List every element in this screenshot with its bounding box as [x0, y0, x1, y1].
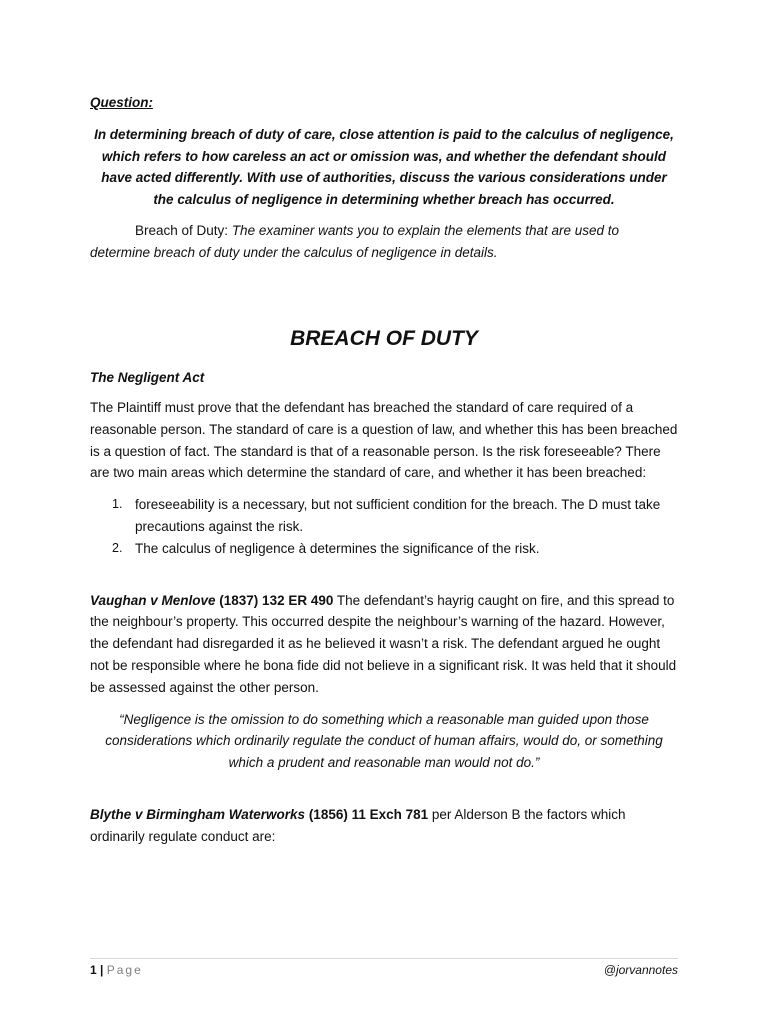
considerations-list	[90, 494, 678, 559]
case-text: The defendant’s hayrig caught on fire, and this spread to the neighbour’s property. This occurred despite the neighbour’s warning of the hazard. However, the defendant had disregarded it as he believed it wasn’t a risk. The defendant argued he ought not be responsible where he bona fide did not believe in a significant risk. It was held that it should be assessed against the other person.	[90, 592, 677, 695]
document-page	[90, 92, 678, 858]
list-item-number: 2.	[112, 540, 123, 555]
main-title: BREACH OF DUTY	[290, 327, 478, 350]
page-separator: |	[96, 963, 107, 977]
section-heading: The Negligent Act	[90, 370, 205, 385]
page-number: 1	[90, 963, 97, 977]
case-citation: (1837) 132 ER 490	[215, 592, 334, 608]
page-indicator	[90, 961, 143, 979]
examiner-note-text: The examiner wants you to explain the elements that are used to determine breach of duty under the calculus of negligence in details.	[90, 223, 620, 260]
list-item-text: foreseeability is a necessary, but not sufficient condition for the breach. The D must take precautions against the risk.	[135, 497, 661, 534]
list-item-text: The calculus of negligence à determines the significance of the risk.	[135, 540, 540, 556]
case-citation: (1856) 11 Exch 781	[305, 806, 429, 822]
examiner-note	[90, 220, 678, 263]
list-item	[90, 538, 678, 560]
case-name: Vaughan v Menlove	[90, 592, 216, 608]
question-text: In determining breach of duty of care, close attention is paid to the calculus of negligence, which refers to how careless an act or omission was, and whether the defendant should have acted differently. With use of authorities, discuss the various considerations under the calculus of negligence in determining whether breach has occurred.	[94, 127, 674, 207]
page-footer	[90, 958, 678, 979]
negligence-quote: “Negligence is the omission to do something which a reasonable man guided upon those considerations which ordinarily regulate the conduct of human affairs, would do, or something which a prudent and reasonable man would not do.”	[105, 711, 663, 771]
author-handle: @jorvannotes	[603, 963, 678, 977]
list-item	[90, 494, 678, 538]
list-item-number: 1.	[112, 497, 123, 512]
question-label: Question:	[90, 95, 153, 110]
section-paragraph: The Plaintiff must prove that the defendant has breached the standard of care required of a reasonable person. The standard of care is a question of law, and whether this has been breached is a question of fact. The standard is that of a reasonable person. Is the risk foreseeable? There are two main areas which determine the standard of care, and whether it has been breached:	[90, 400, 678, 481]
case-text: per Alderson B the factors which ordinarily regulate conduct are:	[90, 806, 626, 844]
case-vaughan	[90, 590, 678, 699]
page-word: Page	[106, 963, 143, 977]
examiner-lead: Breach of Duty:	[135, 223, 229, 238]
case-blythe	[90, 804, 678, 848]
case-name: Blythe v Birmingham Waterworks	[90, 806, 306, 822]
